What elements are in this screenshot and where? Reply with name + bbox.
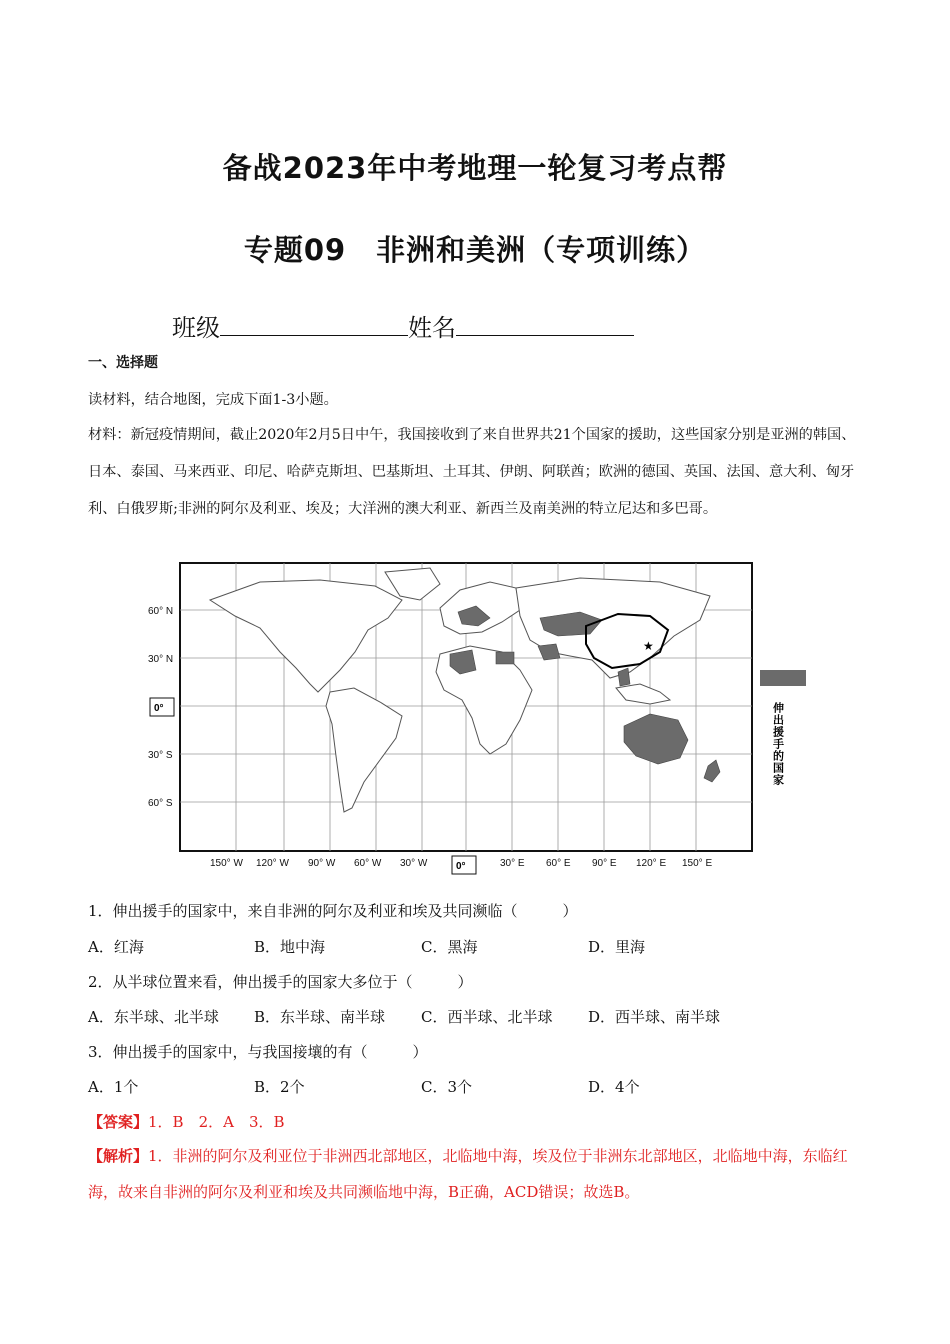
lon-label-30e: 30° E bbox=[500, 858, 525, 869]
egypt bbox=[496, 652, 514, 664]
legend-swatch bbox=[760, 670, 806, 686]
lon-label-60w: 60° W bbox=[354, 858, 382, 869]
material-text: 材料：新冠疫情期间，截止2020年2月5日中午，我国接收到了来自世界共21个国家的援助，这些国家分别是亚洲的韩国、日本、泰国、马来西亚、印尼、哈萨克斯坦、巴基斯坦、土耳其、伊朗、阿联酋；欧洲的德国、英国、法国、意大利、匈牙利、白俄罗斯;非洲的阿尔及利亚、埃及；大洋洲的澳大利亚、新西兰及南美洲的特立尼达和多巴哥。 bbox=[88, 427, 856, 517]
q1-option-d: D．里海 bbox=[588, 938, 646, 956]
lat-label-60s: 60° S bbox=[148, 798, 173, 809]
q3-option-a: A．1个 bbox=[88, 1078, 139, 1096]
world-map bbox=[140, 560, 810, 878]
page-title: 备战2023年中考地理一轮复习考点帮 bbox=[222, 151, 728, 185]
explanation-tag: 【解析】 bbox=[88, 1147, 149, 1165]
q3-option-d: D．4个 bbox=[588, 1078, 640, 1096]
lon-label-90w: 90° W bbox=[308, 858, 336, 869]
prime-meridian-label: 0° bbox=[456, 861, 466, 872]
intro-text: 读材料，结合地图，完成下面1-3小题。 bbox=[88, 392, 338, 408]
question-2: 2．从半球位置来看，伸出援手的国家大多位于（ ） bbox=[88, 973, 473, 991]
lat-label-30n: 30° N bbox=[148, 654, 174, 665]
lon-label-120w: 120° W bbox=[256, 858, 289, 869]
lat-label-30s: 30° S bbox=[148, 750, 173, 761]
lon-label-150w: 150° W bbox=[210, 858, 243, 869]
explanation bbox=[88, 1138, 858, 1210]
question-3: 3．伸出援手的国家中，与我国接壤的有（ ） bbox=[88, 1043, 428, 1061]
equator-label: 0° bbox=[154, 703, 164, 714]
q2-option-b: B．东半球、南半球 bbox=[254, 1008, 386, 1026]
section-heading: 一、选择题 bbox=[88, 355, 158, 371]
q3-option-b: B．2个 bbox=[254, 1078, 305, 1096]
answer-text: 1．B 2．A 3．B bbox=[148, 1113, 285, 1131]
explanation-text: 1．非洲的阿尔及利亚位于非洲西北部地区，北临地中海，埃及位于非洲东北部地区，北临地中海，东临红海，故来自非洲的阿尔及利亚和埃及共同濒临地中海，B正确，ACD错误；故选B。 bbox=[88, 1147, 848, 1201]
question-1: 1．伸出援手的国家中，来自非洲的阿尔及利亚和埃及共同濒临（ ） bbox=[88, 902, 578, 920]
q2-option-c: C．西半球、北半球 bbox=[421, 1008, 553, 1026]
q3-option-c: C．3个 bbox=[421, 1078, 473, 1096]
lon-label-90e: 90° E bbox=[592, 858, 617, 869]
q1-option-c: C．黑海 bbox=[421, 938, 478, 956]
page-subtitle: 专题09 非洲和美洲（专项训练） bbox=[243, 233, 707, 267]
q2-option-d: D．西半球、南半球 bbox=[588, 1008, 721, 1026]
q1-option-b: B．地中海 bbox=[254, 938, 326, 956]
name-label: 姓名 bbox=[408, 314, 456, 342]
lon-label-30w: 30° W bbox=[400, 858, 428, 869]
class-label: 班级 bbox=[172, 314, 220, 342]
answer-tag: 【答案】 bbox=[88, 1113, 149, 1131]
answer-line bbox=[88, 1111, 285, 1132]
beijing-star-icon: ★ bbox=[643, 639, 654, 653]
lat-label-60n: 60° N bbox=[148, 606, 174, 617]
class-blank bbox=[220, 309, 408, 336]
lon-label-150e: 150° E bbox=[682, 858, 713, 869]
legend-label: 伸出援手的国家 bbox=[771, 702, 785, 786]
q2-option-a: A．东半球、北半球 bbox=[88, 1008, 219, 1026]
lon-label-120e: 120° E bbox=[636, 858, 667, 869]
q1-option-a: A．红海 bbox=[88, 938, 144, 956]
student-info-line bbox=[172, 308, 634, 343]
lon-label-60e: 60° E bbox=[546, 858, 571, 869]
name-blank bbox=[456, 309, 634, 336]
